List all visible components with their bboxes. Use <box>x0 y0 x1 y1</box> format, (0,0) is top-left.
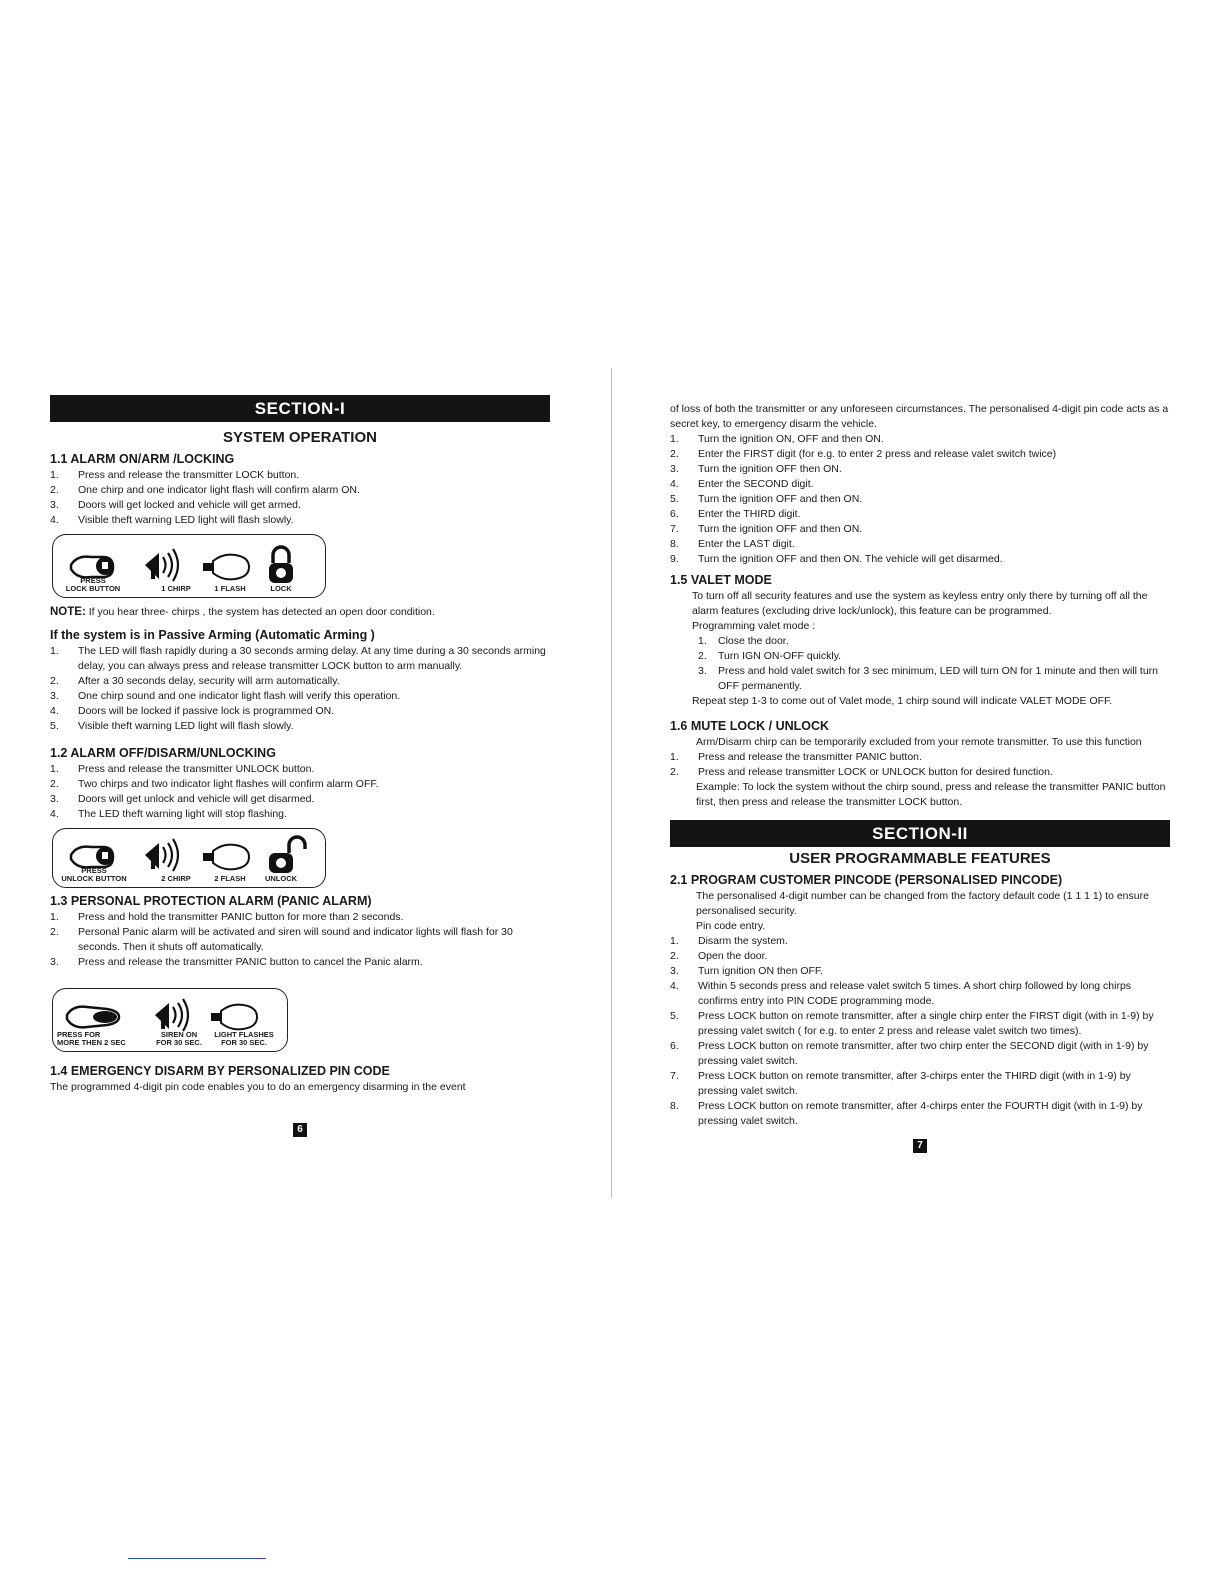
heading-1-2: 1.2 ALARM OFF/DISARM/UNLOCKING <box>50 746 276 760</box>
list-item-number: 1. <box>50 645 59 657</box>
list-item-text: Personal Panic alarm will be activated and siren will sound and indicator lights will flash for 30 seconds. Then it shuts off automatically. <box>78 926 513 953</box>
unlock-icon <box>269 837 305 873</box>
section-title: SECTION-I <box>50 395 550 422</box>
section-title-2: SECTION-II <box>670 820 1170 847</box>
list-item-text: Visible theft warning LED light will flash slowly. <box>78 720 294 732</box>
text-1-4: The programmed 4-digit pin code enables you to do an emergency disarming in the event <box>50 1081 466 1093</box>
page-number: 7 <box>913 1139 927 1153</box>
list-item-text: Enter the THIRD digit. <box>698 508 801 520</box>
list-item-text: Turn the ignition OFF then ON. <box>698 463 842 475</box>
list-item <box>670 1009 1170 1039</box>
list-item <box>50 644 550 674</box>
list-item-text: One chirp and one indicator light flash will confirm alarm ON. <box>78 484 360 496</box>
list-item-number: 2. <box>50 778 59 790</box>
list-item <box>670 462 1170 477</box>
list-item-text: One chirp sound and one indicator light flash will verify this operation. <box>78 690 401 702</box>
heading-1-5: 1.5 VALET MODE <box>670 573 772 587</box>
list-item-number: 1. <box>670 935 679 947</box>
list-item-text: Turn the ignition OFF and then ON. <box>698 523 863 535</box>
prog-valet: Programming valet mode : <box>692 620 816 632</box>
unlock-diagram <box>52 828 326 888</box>
list-item-text: Press and hold valet switch for 3 sec minimum, LED will turn ON for 1 minute and then will turn OFF permanently. <box>718 665 1159 692</box>
list-item-number: 7. <box>670 523 679 535</box>
list-item-text: The LED theft warning light will stop flashing. <box>78 808 287 820</box>
list-item-number: 2. <box>670 448 679 460</box>
list-item-number: 1. <box>670 751 679 763</box>
list-1-2 <box>50 762 550 822</box>
light-bulb-icon <box>203 845 249 870</box>
list-item-text: Two chirps and two indicator light flashes will confirm alarm OFF. <box>78 778 379 790</box>
list-item-text: Press and release the transmitter LOCK button. <box>78 469 300 481</box>
list-item <box>670 765 1170 780</box>
list-item-text: Press LOCK button on remote transmitter, after two chirp enter the SECOND digit (with in 1-9) by pressing valet switch. <box>698 1040 1149 1067</box>
text-1-5: To turn off all security features and use the system as keyless entry only there by turning off all the alarm features (excluding drive lock/unlock), this feature can be programmed. <box>692 590 1148 617</box>
list-item-number: 1. <box>50 763 59 775</box>
caption-lock: LOCK <box>270 584 292 593</box>
list-item-number: 5. <box>50 720 59 732</box>
list-item-number: 4. <box>670 478 679 490</box>
list-item-number: 3. <box>670 965 679 977</box>
list-item-text: Turn the ignition OFF and then ON. <box>698 493 863 505</box>
page-number: 6 <box>293 1123 307 1137</box>
list-item <box>670 537 1170 552</box>
list-passive <box>50 644 550 734</box>
list-item-text: Press LOCK button on remote transmitter, after 4-chirps enter the FOURTH digit (with in 1-9) by pressing valet switch. <box>698 1100 1143 1127</box>
lock-diagram <box>52 534 326 598</box>
light-bulb-icon <box>203 555 249 580</box>
heading-passive: If the system is in Passive Arming (Automatic Arming ) <box>50 628 375 642</box>
list-item-number: 4. <box>50 705 59 717</box>
heading-2-1: 2.1 PROGRAM CUSTOMER PINCODE (PERSONALISED PINCODE) <box>670 873 1063 887</box>
list-item-text: Press and release the transmitter PANIC button. <box>698 751 922 763</box>
list-item-number: 4. <box>50 514 59 526</box>
caption-chirp: 1 CHIRP <box>161 584 191 593</box>
list-item-text: Turn the ignition ON, OFF and then ON. <box>698 433 884 445</box>
list-item-number: 2. <box>50 484 59 496</box>
list-item <box>50 792 550 807</box>
list-item-text: Press LOCK button on remote transmitter, after 3-chirps enter the THIRD digit (with in 1-9) by pressing valet switch. <box>698 1070 1131 1097</box>
list-item-text: Visible theft warning LED light will flash slowly. <box>78 514 294 526</box>
list-1-6 <box>670 750 1170 780</box>
lock-icon <box>269 547 293 583</box>
center-divider <box>611 368 612 1198</box>
page-subtitle: SYSTEM OPERATION <box>223 429 377 446</box>
remote-key-icon <box>71 847 114 868</box>
list-item-number: 6. <box>670 508 679 520</box>
list-1-3 <box>50 910 550 970</box>
list-item-text: Press and release transmitter LOCK or UNLOCK button for desired function. <box>698 766 1053 778</box>
remote-key-icon <box>71 557 114 578</box>
list-item-text: Disarm the system. <box>698 935 788 947</box>
remote-key-icon <box>67 1007 119 1028</box>
list-item-number: 3. <box>670 463 679 475</box>
list-item-number: 1. <box>670 433 679 445</box>
list-item-text: Turn IGN ON-OFF quickly. <box>718 650 842 662</box>
list-item <box>670 1039 1170 1069</box>
siren-icon <box>145 549 178 581</box>
heading-1-4: 1.4 EMERGENCY DISARM BY PERSONALIZED PIN CODE <box>50 1064 390 1078</box>
list-item <box>50 719 550 734</box>
list-1-5 <box>692 634 1170 694</box>
list-item-number: 8. <box>670 1100 679 1112</box>
text-1-6: Arm/Disarm chirp can be temporarily excluded from your remote transmitter. To use this function <box>696 736 1142 748</box>
list-2-1 <box>670 934 1170 1129</box>
siren-icon <box>155 999 188 1031</box>
list-item <box>670 979 1170 1009</box>
list-item-text: Press and hold the transmitter PANIC button for more than 2 seconds. <box>78 911 404 923</box>
list-item <box>50 468 550 483</box>
list-item-text: Press LOCK button on remote transmitter, after a single chirp enter the FIRST digit (with in 1-9) by pressing valet switch ( for e.g. to enter 2 press and release valet switch two times). <box>698 1010 1154 1037</box>
list-item <box>670 477 1170 492</box>
list-item-number: 8. <box>670 538 679 550</box>
caption-chirp: 2 CHIRP <box>161 874 191 883</box>
list-item <box>670 750 1170 765</box>
list-item-number: 2. <box>50 926 59 938</box>
list-item <box>670 964 1170 979</box>
light-bulb-icon <box>211 1005 257 1030</box>
list-item-text: Press and release the transmitter PANIC button to cancel the Panic alarm. <box>78 956 423 968</box>
list-item <box>670 1069 1170 1099</box>
list-item <box>670 492 1170 507</box>
siren-icon <box>145 839 178 871</box>
list-item <box>50 777 550 792</box>
caption-press-unlock: PRESS UNLOCK BUTTON <box>61 866 127 883</box>
list-disarm-steps <box>670 432 1170 567</box>
list-item-text: Doors will be locked if passive lock is programmed ON. <box>78 705 335 717</box>
left-page <box>50 395 550 1137</box>
list-item <box>670 1099 1170 1129</box>
list-item-number: 2. <box>698 650 707 662</box>
note-text: If you hear three- chirps , the system has detected an open door condition. <box>85 606 435 618</box>
note <box>50 606 550 618</box>
list-item-text: Enter the LAST digit. <box>698 538 795 550</box>
list-item-number: 2. <box>670 950 679 962</box>
list-item-number: 3. <box>50 956 59 968</box>
caption-flash: 1 FLASH <box>214 584 246 593</box>
intro-text: of loss of both the transmitter or any unforeseen circumstances. The personalised 4-digit pin code acts as a secret key, to emergency disarm the vehicle. <box>670 403 1169 430</box>
list-item <box>670 432 1170 447</box>
list-item-text: The LED will flash rapidly during a 30 seconds arming delay. At any time during a 30 seconds arming delay, you can always press and release transmitter LOCK button to arm manually. <box>78 645 546 672</box>
caption-siren: SIREN ON FOR 30 SEC. <box>156 1030 202 1047</box>
list-item-number: 4. <box>670 980 679 992</box>
list-item <box>670 522 1170 537</box>
list-item-text: Doors will get locked and vehicle will get armed. <box>78 499 301 511</box>
caption-unlock: UNLOCK <box>264 874 298 883</box>
list-item-text: Turn the ignition OFF and then ON. The vehicle will get disarmed. <box>698 553 1003 565</box>
heading-1-1: 1.1 ALARM ON/ARM /LOCKING <box>50 452 235 466</box>
list-item-number: 1. <box>698 635 707 647</box>
list-item-number: 2. <box>670 766 679 778</box>
note-label: NOTE: <box>50 606 86 618</box>
list-item <box>50 483 550 498</box>
bottom-rule <box>128 1558 266 1559</box>
caption-press-panic: PRESS FOR MORE THEN 2 SEC <box>57 1030 126 1047</box>
list-item <box>50 807 550 822</box>
list-item-number: 3. <box>50 690 59 702</box>
pin-entry: Pin code entry. <box>696 920 766 932</box>
right-page <box>670 402 1170 1153</box>
list-item-text: Enter the SECOND digit. <box>698 478 814 490</box>
list-item-number: 3. <box>698 665 707 677</box>
list-item-number: 5. <box>670 493 679 505</box>
list-item-number: 7. <box>670 1070 679 1082</box>
list-item-text: Close the door. <box>718 635 789 647</box>
list-item <box>698 649 1170 664</box>
caption-flash: 2 FLASH <box>214 874 246 883</box>
list-item-text: Doors will get unlock and vehicle will get disarmed. <box>78 793 315 805</box>
list-1-1 <box>50 468 550 528</box>
list-item <box>698 634 1170 649</box>
list-item-number: 3. <box>50 793 59 805</box>
list-item <box>50 925 550 955</box>
list-item <box>670 949 1170 964</box>
list-item <box>50 498 550 513</box>
heading-1-3: 1.3 PERSONAL PROTECTION ALARM (PANIC ALARM) <box>50 894 372 908</box>
list-item <box>50 910 550 925</box>
list-item-text: Open the door. <box>698 950 768 962</box>
list-item <box>670 447 1170 462</box>
repeat-text: Repeat step 1-3 to come out of Valet mode, 1 chirp sound will indicate VALET MODE OFF. <box>692 695 1113 707</box>
list-item <box>670 552 1170 567</box>
heading-1-6: 1.6 MUTE LOCK / UNLOCK <box>670 719 830 733</box>
list-item-number: 1. <box>50 469 59 481</box>
list-item <box>50 955 550 970</box>
caption-light: LIGHT FLASHES FOR 30 SEC. <box>214 1030 274 1047</box>
list-item-number: 6. <box>670 1040 679 1052</box>
list-item <box>50 689 550 704</box>
text-2-1: The personalised 4-digit number can be changed from the factory default code (1 1 1 1) to ensure personalised security. <box>696 890 1149 917</box>
list-item <box>50 704 550 719</box>
list-item-text: After a 30 seconds delay, security will arm automatically. <box>78 675 340 687</box>
list-item-number: 5. <box>670 1010 679 1022</box>
page-subtitle-2: USER PROGRAMMABLE FEATURES <box>789 850 1051 867</box>
list-item <box>50 674 550 689</box>
list-item <box>50 513 550 528</box>
panic-diagram <box>52 988 288 1052</box>
caption-press-lock: PRESS LOCK BUTTON <box>65 576 121 593</box>
list-item-text: Within 5 seconds press and release valet switch 5 times. A short chirp followed by long chirps confirms entry into PIN CODE programming mode. <box>698 980 1132 1007</box>
list-item-number: 2. <box>50 675 59 687</box>
list-item-number: 3. <box>50 499 59 511</box>
list-item-text: Press and release the transmitter UNLOCK button. <box>78 763 315 775</box>
list-item <box>670 507 1170 522</box>
list-item-number: 9. <box>670 553 679 565</box>
list-item-number: 1. <box>50 911 59 923</box>
list-item <box>698 664 1170 694</box>
list-item-text: Turn ignition ON then OFF. <box>698 965 824 977</box>
example-text: Example: To lock the system without the chirp sound, press and release the transmitter PANIC button first, then press and release the transmitter LOCK button. <box>696 781 1166 808</box>
list-item-number: 4. <box>50 808 59 820</box>
list-item <box>50 762 550 777</box>
list-item-text: Enter the FIRST digit (for e.g. to enter 2 press and release valet switch twice) <box>698 448 1057 460</box>
list-item <box>670 934 1170 949</box>
